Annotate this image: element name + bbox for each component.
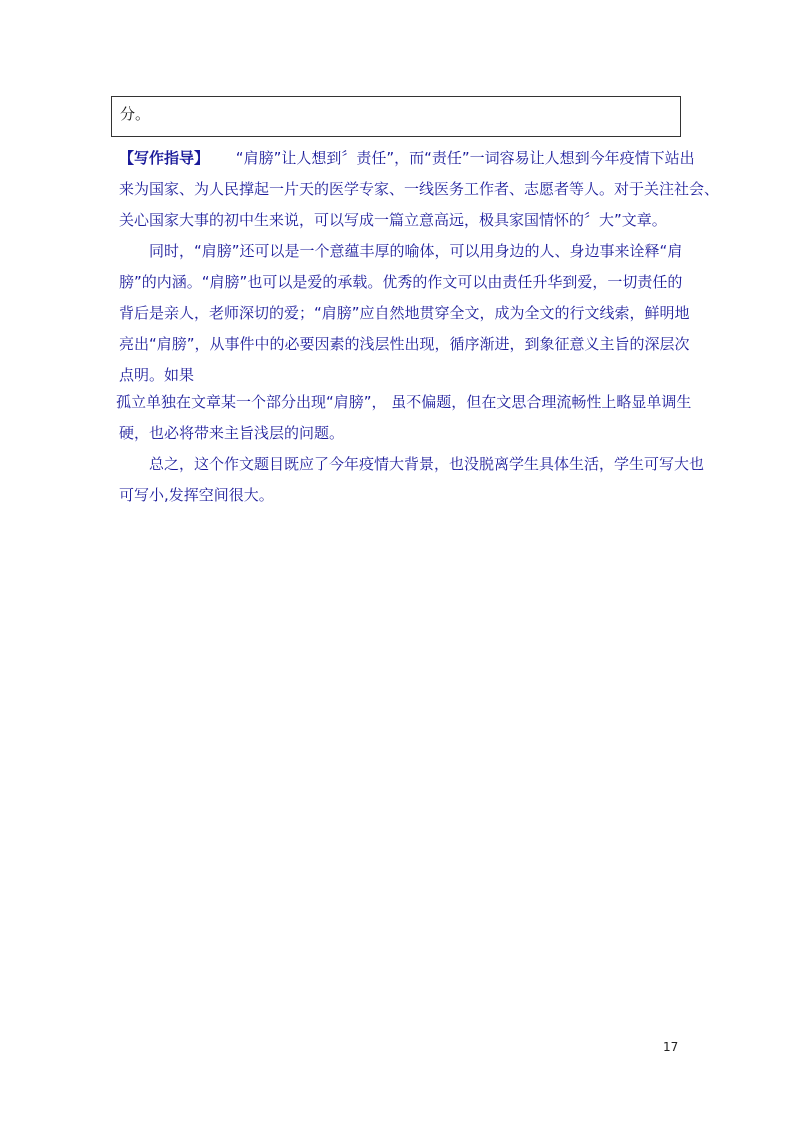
guide-paragraph-1-line-1 <box>119 143 695 174</box>
guide-paragraph-2-line-6: 孤立单独在文章某一个部分出现“肩膀”， 虽不偏题，但在文思合理流畅性上略显单调生 <box>116 393 692 411</box>
guide-paragraph-2-line-5: 点明。如果 <box>119 366 195 384</box>
guide-paragraph-2-line-7: 硬，也必将带来主旨浅层的问题。 <box>119 424 345 442</box>
previous-answer-box <box>111 96 681 137</box>
guide-paragraph-1-line-2: 来为国家、为人民撑起一片天的医学专家、一线医务工作者、志愿者等人。对于关注社会、 <box>119 180 720 198</box>
page-number: 17 <box>663 1040 679 1054</box>
guide-paragraph-1-text: “肩膀”让人想到〞责任”，而“责任”一词容易让人想到今年疫情下站出 <box>235 149 695 167</box>
writing-guide-section <box>116 143 720 511</box>
guide-paragraph-2-line-3: 背后是亲人，老师深切的爱；“肩膀”应自然地贯穿全文，成为全文的行文线索，鲜明地 <box>119 304 690 322</box>
guide-paragraph-2-line-1: 同时，“肩膀”还可以是一个意蕴丰厚的喻体，可以用身边的人、身边事来诠释“肩 <box>149 242 683 260</box>
guide-paragraph-2-line-2: 膀”的内涵。“肩膀”也可以是爱的承载。优秀的作文可以由责任升华到爱，一切责任的 <box>119 273 683 291</box>
guide-paragraph-2-line-4: 亮出“肩膀”，从事件中的必要因素的浅层性出现，循序渐进，到象征意义主旨的深层次 <box>119 335 690 353</box>
writing-guide-heading: 【写作指导】 <box>119 149 210 167</box>
guide-paragraph-3-line-2: 可写小,发挥空间很大。 <box>119 486 274 504</box>
guide-paragraph-3-line-1: 总之，这个作文题目既应了今年疫情大背景，也没脱离学生具体生活，学生可写大也 <box>149 455 705 473</box>
guide-paragraph-1-line-3: 关心国家大事的初中生来说，可以写成一篇立意高远，极具家国情怀的〞大”文章。 <box>119 211 667 229</box>
previous-answer-text: 分。 <box>120 105 151 123</box>
